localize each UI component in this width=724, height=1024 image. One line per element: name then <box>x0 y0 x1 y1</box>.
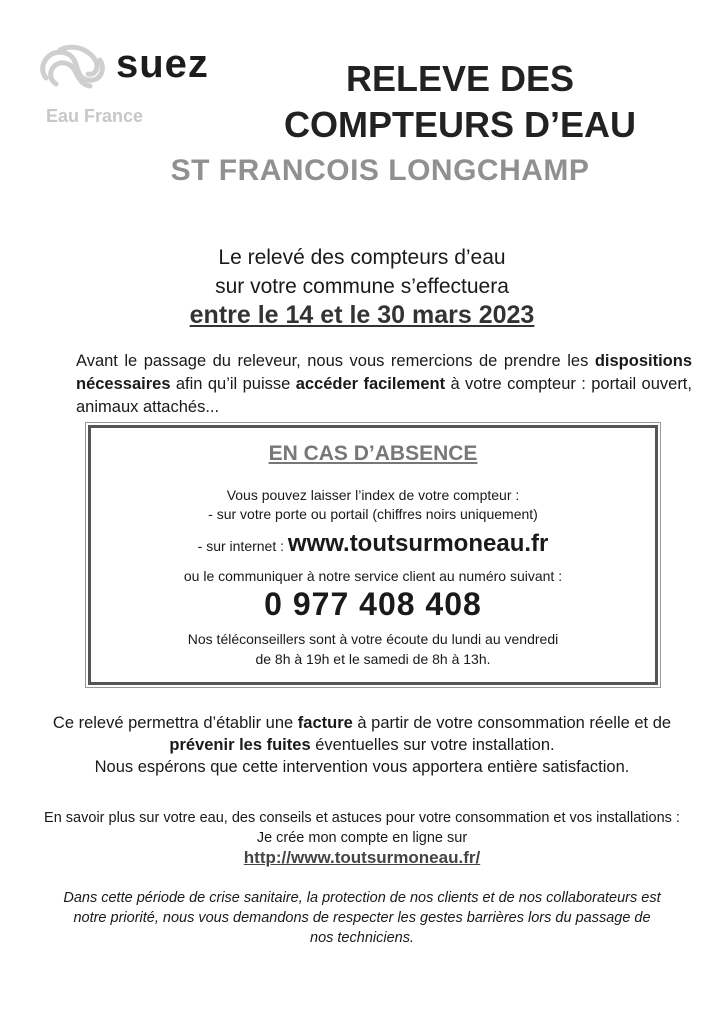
web-url[interactable]: www.toutsurmoneau.fr <box>287 530 549 557</box>
bottom-text-c: à partir de votre consommation réelle et de <box>352 714 672 732</box>
reading-dates: entre le 14 et le 30 mars 2023 <box>189 301 535 329</box>
absence-line-1: Vous pouvez laisser l’index de votre compteur : <box>226 487 520 503</box>
absence-title: EN CAS D’ABSENCE <box>268 442 478 465</box>
web-label: - sur internet : <box>197 538 288 554</box>
absence-web <box>91 530 655 558</box>
intro-line-2: sur votre commune s’effectuera <box>215 275 509 298</box>
absence-box <box>88 425 658 685</box>
website-link[interactable]: http://www.toutsurmoneau.fr/ <box>243 848 481 867</box>
notice-bold-1: dispositions nécessaires <box>76 352 692 393</box>
phone-intro: ou le communiquer à notre service client au numéro suivant : <box>183 568 563 584</box>
intro-line-1: Le relevé des compteurs d’eau <box>218 246 506 269</box>
suez-wave-icon <box>36 40 112 96</box>
notice-text-2: afin qu’il puisse <box>170 375 296 393</box>
city-name: ST FRANCOIS LONGCHAMP <box>170 154 590 187</box>
bottom-bold-facture: facture <box>297 714 353 732</box>
bottom-paragraph-2: Nous espérons que cette intervention vous apportera entière satisfaction. <box>94 758 630 776</box>
bottom-paragraph-1 <box>40 712 684 756</box>
notice-text-3: à votre compteur : portail ouvert, animaux attachés... <box>76 375 692 416</box>
bottom-text <box>40 712 684 778</box>
access-notice <box>76 350 692 419</box>
bottom-text-e: éventuelles sur votre installation. <box>310 736 555 754</box>
absence-line-2: - sur votre porte ou portail (chiffres noirs uniquement) <box>208 506 538 522</box>
phone-number[interactable]: 0 977 408 408 <box>264 586 482 622</box>
sanitary-footer: Dans cette période de crise sanitaire, la protection de nos clients et de nos collaborateurs est notre priorité, nous vous demandons de respecter les gestes barrières lors du passage de nos techniciens. <box>63 890 661 946</box>
hours-line-1: Nos téléconseillers sont à votre écoute du lundi au vendredi <box>187 631 559 647</box>
more-info: En savoir plus sur votre eau, des conseils et astuces pour votre consommation et vos installations : Je crée mon compte en ligne sur <box>44 810 680 846</box>
suez-logo <box>36 40 236 135</box>
bottom-text-a: Ce relevé permettra d’établir une <box>52 714 298 732</box>
title-line-1: RELEVE DES <box>345 58 575 99</box>
page-title <box>230 56 690 148</box>
brand-name: suez <box>116 42 209 86</box>
notice-text-1: Avant le passage du releveur, nous vous remercions de prendre les <box>76 352 595 370</box>
hours-line-2: de 8h à 19h et le samedi de 8h à 13h. <box>255 651 491 667</box>
intro-text <box>40 243 684 301</box>
brand-subtitle: Eau France <box>46 106 144 126</box>
title-line-2: COMPTEURS D’EAU <box>283 104 637 145</box>
notice-bold-2: accéder facilement <box>295 375 446 393</box>
bottom-bold-fuites: prévenir les fuites <box>169 736 311 754</box>
